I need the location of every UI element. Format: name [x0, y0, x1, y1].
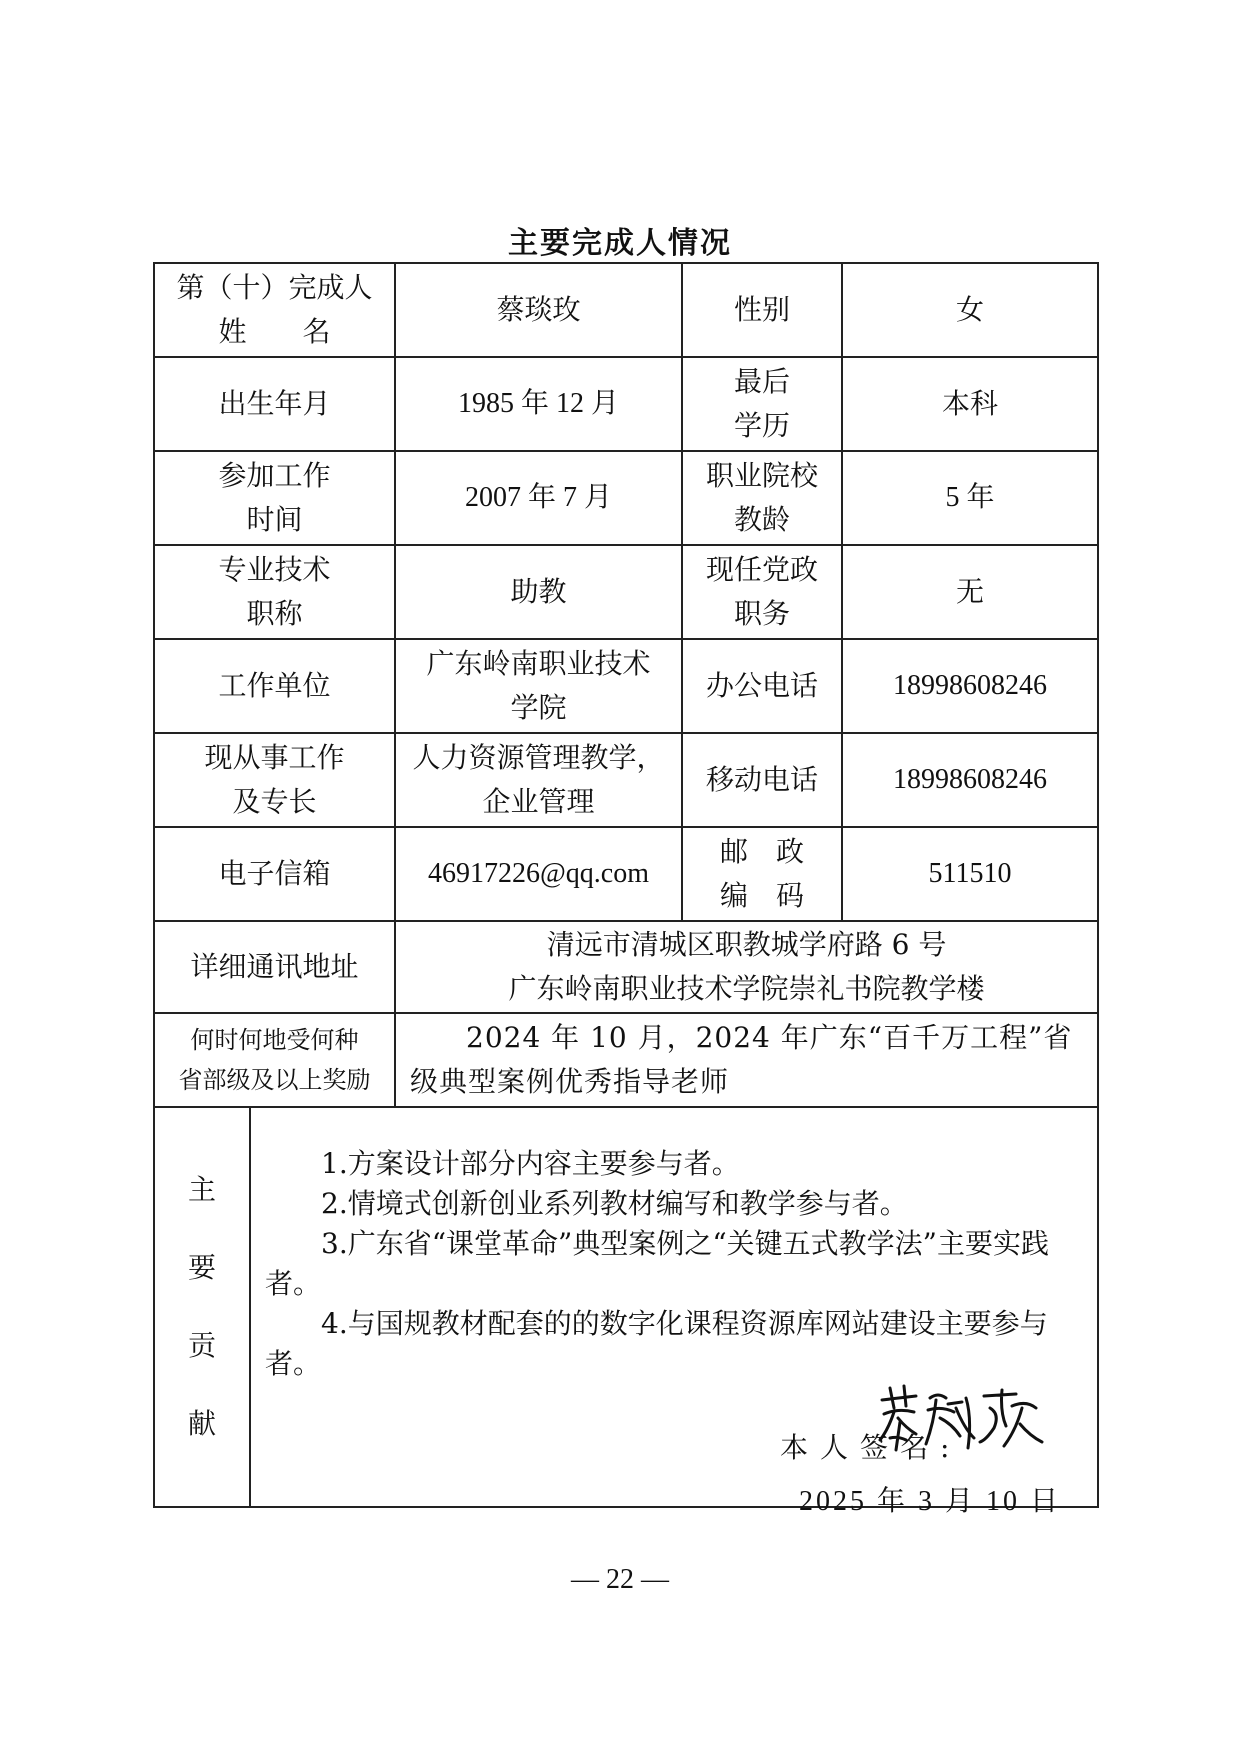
contribution-label-char: 要	[187, 1251, 216, 1284]
party-position-value: 无	[842, 545, 1098, 639]
postcode-value: 511510	[842, 827, 1098, 921]
label-line-2: 职称	[246, 597, 303, 630]
label-line-1: 第（十）完成人	[176, 271, 373, 304]
row-email	[154, 827, 1098, 921]
work-start-value: 2007 年 7 月	[395, 451, 682, 545]
birth-value: 1985 年 12 月	[395, 357, 682, 451]
email-value: 46917226@qq.com	[395, 827, 682, 921]
contribution-item: 1.方案设计部分内容主要参与者。	[321, 1147, 740, 1180]
party-position-label	[682, 545, 842, 639]
label-line-2: 学历	[734, 409, 791, 442]
value-line-1: 广东岭南职业技术	[426, 647, 651, 680]
contribution-item: 2.情境式创新创业系列教材编写和教学参与者。	[321, 1187, 908, 1220]
work-unit-value	[395, 639, 682, 733]
name-value: 蔡琰玫	[395, 263, 682, 357]
label-line-1: 邮 政	[720, 835, 805, 868]
mobile-label: 移动电话	[682, 733, 842, 827]
label-line-2: 省部级及以上奖励	[178, 1066, 371, 1094]
award-value: 2024 年 10 月，2024 年广东“百千万工程”省级典型案例优秀指导老师	[395, 1013, 1098, 1107]
value-line-2: 企业管理	[482, 785, 595, 818]
label-line-2: 时间	[246, 503, 303, 536]
label-line-1: 现任党政	[706, 553, 819, 586]
label-cell	[154, 263, 395, 357]
signature-label: 本人签名:	[780, 1431, 962, 1464]
postcode-label	[682, 827, 842, 921]
work-start-label	[154, 451, 395, 545]
row-unit	[154, 639, 1098, 733]
label-line-2: 职务	[734, 597, 791, 630]
label-line-1: 专业技术	[218, 553, 331, 586]
label-line-1: 何时何地受何种	[190, 1026, 359, 1054]
birth-label: 出生年月	[154, 357, 395, 451]
current-work-label	[154, 733, 395, 827]
label-line-1: 现从事工作	[204, 741, 345, 774]
education-value: 本科	[842, 357, 1098, 451]
teaching-years-value: 5 年	[842, 451, 1098, 545]
row-work	[154, 733, 1098, 827]
office-phone-value: 18998608246	[842, 639, 1098, 733]
teaching-years-label	[682, 451, 842, 545]
address-value	[395, 921, 1098, 1013]
row-name	[154, 263, 1098, 357]
email-label: 电子信箱	[154, 827, 395, 921]
current-work-value	[395, 733, 682, 827]
row-contribution	[154, 1107, 1098, 1507]
value-line-2: 学院	[510, 691, 567, 724]
row-award	[154, 1013, 1098, 1107]
tech-title-label	[154, 545, 395, 639]
row-address	[154, 921, 1098, 1013]
tech-title-value: 助教	[395, 545, 682, 639]
row-title	[154, 545, 1098, 639]
completer-info-table	[153, 262, 1099, 1517]
label-line-2: 教龄	[734, 503, 791, 536]
label-line-2: 编 码	[720, 879, 805, 912]
contribution-label	[154, 1107, 250, 1507]
contribution-label-char: 贡	[187, 1329, 216, 1362]
address-line-2: 广东岭南职业技术学院崇礼书院教学楼	[508, 972, 985, 1005]
label-line-2: 及专长	[232, 785, 317, 818]
contribution-item: 4.与国规教材配套的的数字化课程资源库网站建设主要参与者。	[265, 1307, 1048, 1380]
award-label	[154, 1013, 395, 1107]
label-line-2: 姓 名	[218, 315, 331, 348]
address-label: 详细通讯地址	[154, 921, 395, 1013]
work-unit-label: 工作单位	[154, 639, 395, 733]
gender-label: 性别	[682, 263, 842, 357]
contribution-list	[265, 1144, 1083, 1384]
address-line-1: 清远市清城区职教城学府路 6 号	[546, 928, 947, 961]
signature-date: 2025 年 3 月 10 日	[799, 1486, 1062, 1517]
row-birth	[154, 357, 1098, 451]
label-line-1: 最后	[734, 365, 791, 398]
contribution-content	[250, 1107, 1098, 1517]
handwritten-signature	[876, 1378, 1046, 1458]
mobile-value: 18998608246	[842, 733, 1098, 827]
page-title: 主要完成人情况	[508, 226, 732, 261]
contribution-label-char: 献	[187, 1407, 216, 1440]
education-label	[682, 357, 842, 451]
page-number: — 22 —	[571, 1564, 669, 1595]
label-line-1: 参加工作	[218, 459, 331, 492]
gender-value: 女	[842, 263, 1098, 357]
label-line-1: 职业院校	[706, 459, 819, 492]
office-phone-label: 办公电话	[682, 639, 842, 733]
row-work-start	[154, 451, 1098, 545]
contribution-item: 3.广东省“课堂革命”典型案例之“关键五式教学法”主要实践者。	[265, 1227, 1049, 1300]
contribution-label-char: 主	[187, 1173, 216, 1206]
value-line-1: 人力资源管理教学，	[412, 741, 665, 774]
